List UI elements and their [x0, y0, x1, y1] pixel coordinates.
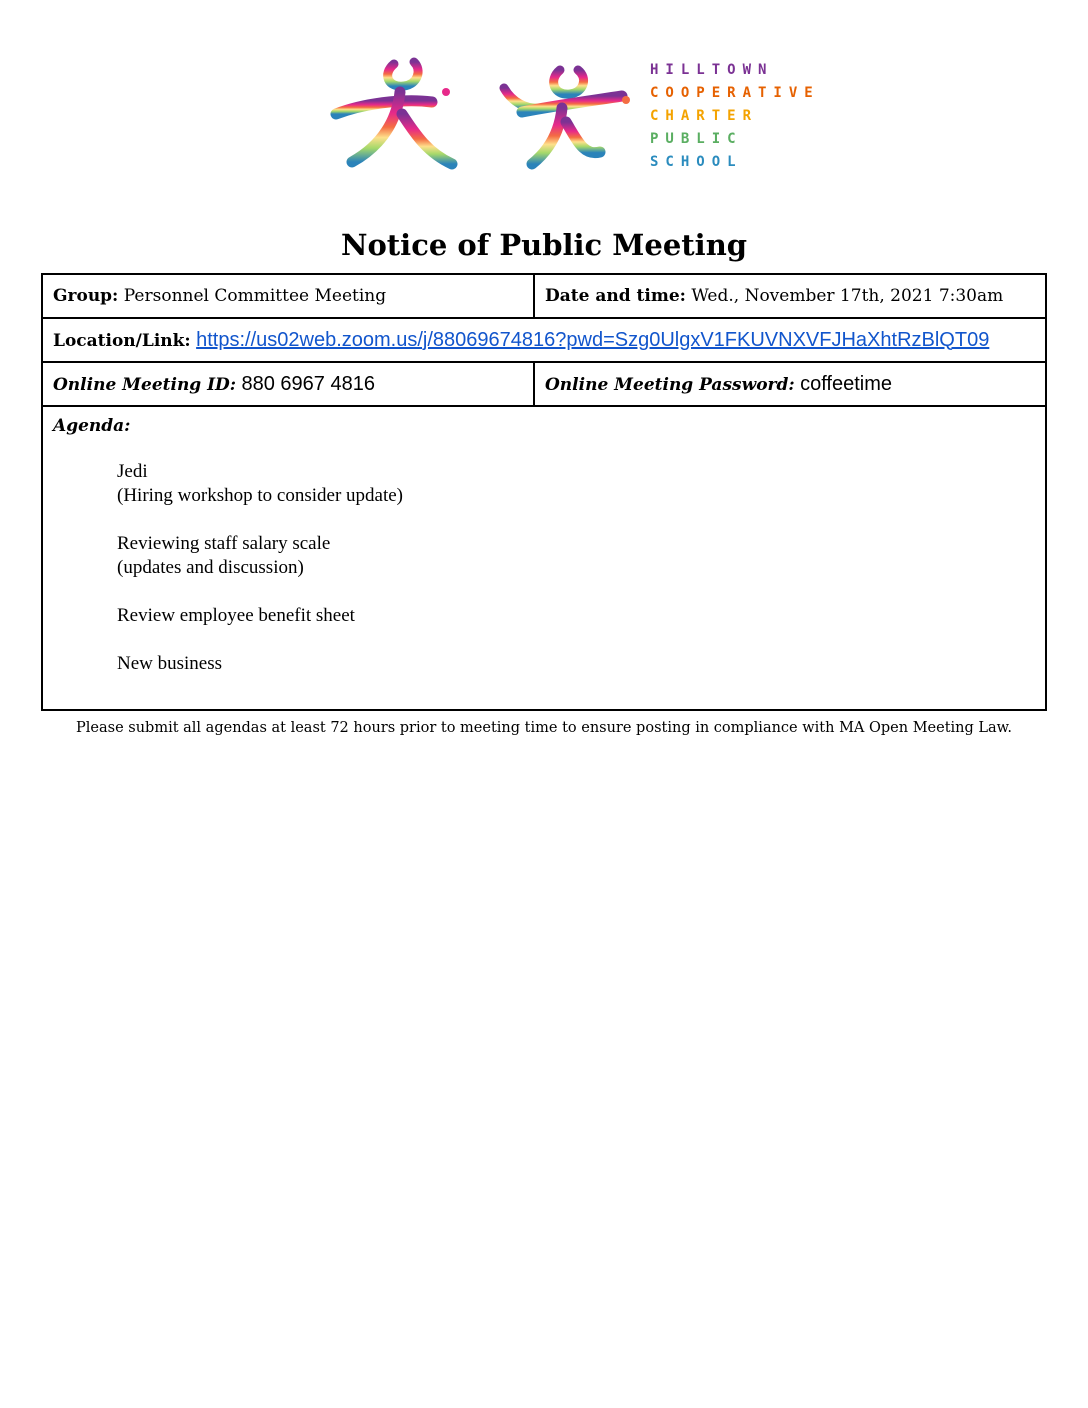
password-value: coffeetime	[800, 372, 892, 395]
agenda-item-note: (Hiring workshop to consider update)	[117, 485, 403, 506]
datetime-label: Date and time:	[545, 286, 686, 306]
logo-line-2: COOPERATIVE	[650, 85, 820, 101]
agenda-item-title: Reviewing staff salary scale	[117, 533, 331, 554]
logo-line-3: CHARTER	[650, 108, 759, 124]
group-value: Personnel Committee Meeting	[123, 286, 387, 306]
footer-note: Please submit all agendas at least 72 hours prior to meeting time to ensure posting in compliance with MA Open Meeting Law.	[76, 720, 1012, 736]
agenda-item-title: New business	[117, 653, 223, 674]
agenda-item	[117, 604, 1035, 628]
datetime-cell	[534, 274, 1046, 318]
agenda-item	[117, 652, 1035, 676]
group-cell	[42, 274, 534, 318]
school-logo	[322, 52, 820, 182]
agenda-item-title: Jedi	[117, 461, 148, 482]
location-label: Location/Link:	[53, 330, 191, 351]
group-label: Group:	[53, 286, 119, 306]
agenda-label: Agenda:	[53, 416, 131, 436]
logo-line-4: PUBLIC	[650, 131, 743, 147]
meeting-id-label: Online Meeting ID:	[53, 374, 237, 395]
zoom-link[interactable]: https://us02web.zoom.us/j/88069674816?pwd=Szg0UlgxV1FKUVNXVFJHaXhtRzBlQT09	[196, 328, 990, 351]
agenda-item-note: (updates and discussion)	[117, 557, 304, 578]
agenda-item	[117, 460, 1035, 508]
password-label: Online Meeting Password:	[545, 374, 795, 395]
datetime-value: Wed., November 17th, 2021 7:30am	[691, 286, 1004, 306]
page-title: Notice of Public Meeting	[340, 228, 748, 262]
meeting-id-value: 880 6967 4816	[241, 372, 375, 395]
agenda-item	[117, 532, 1035, 580]
agenda-list	[117, 460, 1035, 676]
meeting-info-table	[41, 273, 1047, 711]
logo-figures	[336, 62, 630, 164]
logo-line-1: HILLTOWN	[650, 62, 774, 78]
logo-line-5: SCHOOL	[650, 154, 743, 170]
password-cell	[534, 362, 1046, 406]
location-cell	[42, 318, 1046, 362]
logo-wordmark	[650, 62, 820, 170]
agenda-item-title: Review employee benefit sheet	[117, 605, 355, 626]
agenda-cell	[42, 406, 1046, 710]
meeting-id-cell	[42, 362, 534, 406]
